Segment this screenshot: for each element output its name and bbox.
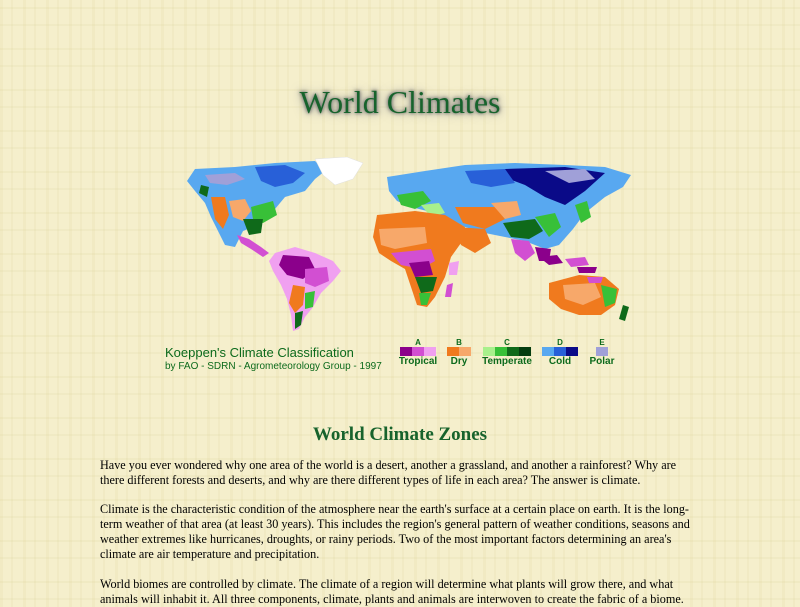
legend-swatches — [587, 347, 617, 356]
madagascar — [445, 283, 453, 297]
legend-swatch — [447, 347, 459, 356]
legend-swatch — [400, 347, 412, 356]
paragraph-biomes: World biomes are controlled by climate. The climate of a region will determine what plants will grow there, and what animals will inhabit it. All three components, climate, plants and animals are interwoven to create the fabric of a biome. — [100, 577, 684, 606]
legend-swatch — [542, 347, 554, 356]
legend-swatches — [479, 347, 535, 356]
paragraph-climate-definition: Climate is the characteristic condition of the atmosphere near the earth's surface at a certain place on earth. It is the long-term weather of that area (at least 30 years). This includes the region's general pattern of weather conditions, seasons and weather extremes like hurricanes, droughts, or rainy periods. Two of the most important factors determining an area's climate are air temperature and precipitation. — [100, 502, 690, 561]
legend-subtitle: by FAO - SDRN - Agrometeorology Group - 1997 — [165, 361, 382, 372]
paragraph-intro: Have you ever wondered why one area of the world is a desert, another a grassland, and another a rainforest? Why are there different forests and deserts, and why are there different types of life in each area? The answer is climate. — [100, 458, 677, 487]
north-america — [187, 161, 325, 257]
legend-name: Polar — [589, 356, 615, 367]
legend-group-polar — [587, 338, 617, 368]
legend-swatch — [596, 347, 608, 356]
legend-swatches — [541, 347, 579, 356]
legend-name: Dry — [450, 356, 468, 367]
legend-swatch — [424, 347, 436, 356]
greenland — [315, 157, 363, 185]
legend-group-temperate — [479, 338, 535, 368]
legend-name: Tropical — [398, 356, 438, 367]
legend-swatch — [566, 347, 578, 356]
new-zealand — [619, 305, 629, 321]
section-heading: World Climate Zones — [312, 424, 488, 445]
legend-letter: C — [504, 338, 510, 347]
legend-swatch — [495, 347, 507, 356]
legend-swatch — [483, 347, 495, 356]
legend-letter: A — [415, 338, 421, 347]
climate-map — [165, 157, 633, 337]
legend-group-tropical — [397, 338, 439, 368]
legend-swatch — [554, 347, 566, 356]
southeast-asia — [539, 255, 597, 273]
australia — [549, 275, 619, 315]
legend-name: Temperate — [482, 356, 532, 367]
arabia — [455, 227, 491, 253]
legend-title: Koeppen's Climate Classification — [165, 345, 354, 360]
legend-swatches — [445, 347, 473, 356]
legend-name: Cold — [548, 356, 572, 367]
legend-swatch — [459, 347, 471, 356]
legend-swatch — [519, 347, 531, 356]
legend-swatch — [412, 347, 424, 356]
legend-swatches — [397, 347, 439, 356]
legend-swatch — [507, 347, 519, 356]
climate-map-graphic — [165, 157, 633, 337]
south-america — [269, 247, 341, 331]
legend-letter: B — [456, 338, 462, 347]
legend-group-dry — [445, 338, 473, 368]
legend-letter: E — [599, 338, 605, 347]
page-title: World Climates — [299, 84, 501, 120]
legend-group-cold — [541, 338, 579, 368]
legend-letter: D — [557, 338, 563, 347]
